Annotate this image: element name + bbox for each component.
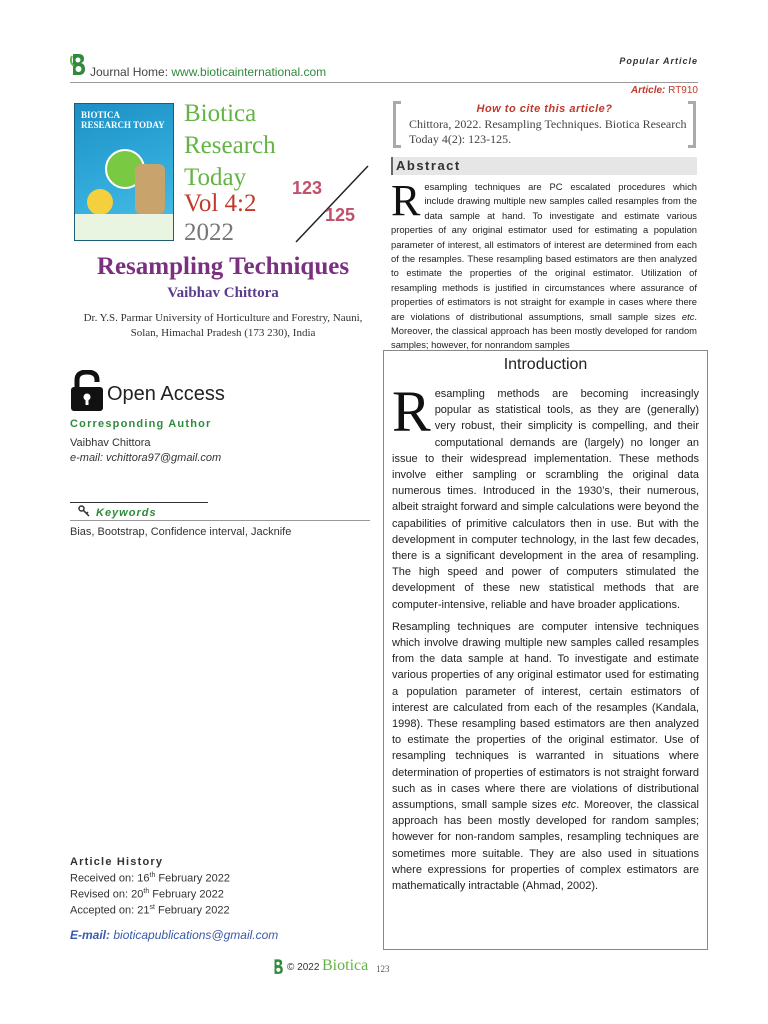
page-number: 123	[376, 964, 390, 974]
history-revised: Revised on: 20th February 2022	[70, 888, 224, 901]
biotica-logo-icon	[70, 52, 86, 78]
journal-name-line: Biotica	[184, 100, 257, 127]
keywords-label: Keywords	[96, 507, 157, 519]
history-accepted: Accepted on: 21st February 2022	[70, 904, 230, 917]
abstract-text: esampling techniques are PC escalated procedures which include drawing multiple new samples called resamples from the data sample at hand. To investigate and estimate various properties of any original estimator used for estimating a population parameter of interest, all estimators of interest are determined from each of the resamples. These resampling based estimators are then analyzed to estimate the properties of the original estimator. Utilization of resampling methods is justified in circumstances where assurance of properties of estimators is not straight for example in cases where there are violations of distributional assumptions, small sample sizes	[391, 181, 697, 322]
cover-decoration	[135, 164, 165, 214]
cover-strip	[75, 214, 174, 241]
paragraph-text: Resampling techniques are computer intensive techniques which involve drawing multiple new samples called resamples from the data sample at hand. To investigate and estimate various properties of any original estimator used for estimating a population parameter of interest, certain estimators of interest are calculated from each of the resamples (Kandala, 1998). These resampling based estimators are then analyzed to estimate the properties of the original estimator. Use of resampling techniques is warranted in situations where determination of properties of estimators is not straight forward such as in cases where there are violations of distributional assumptions, small sample sizes	[392, 620, 699, 812]
journal-cover-image	[74, 103, 174, 241]
corresponding-author-name: Vaibhav Chittora	[70, 437, 151, 449]
paragraph-text-etc: etc	[561, 799, 577, 812]
biotica-logo-icon	[272, 958, 284, 976]
page-range-end: 125	[325, 205, 356, 225]
corresponding-author-email[interactable]: e-mail: vchittora97@gmail.com	[70, 452, 222, 464]
journal-volume: Vol 4:2	[184, 190, 257, 217]
abstract-text-etc: etc	[681, 310, 695, 322]
keywords-rule-top	[70, 502, 208, 503]
journal-home-line	[90, 65, 326, 79]
footer-brand: Biotica	[322, 957, 369, 974]
history-received: Received on: 16th February 2022	[70, 872, 230, 885]
publisher-email-link[interactable]: bioticapublications@gmail.com	[113, 928, 279, 942]
citation-heading: How to cite this article?	[476, 103, 613, 115]
citation-text: Chittora, 2022. Resampling Techniques. Biotica Research Today 4(2): 123-125.	[409, 117, 687, 146]
journal-home-link[interactable]: www.bioticainternational.com	[171, 65, 327, 79]
cover-decoration	[87, 189, 113, 215]
key-icon	[78, 505, 90, 517]
paragraph	[392, 619, 699, 894]
paragraph	[392, 379, 699, 613]
paper-title: Resampling Techniques	[96, 253, 350, 280]
journal-year: 2022	[184, 219, 234, 246]
abstract-drop-cap: R	[391, 176, 421, 225]
publisher-email-label: E-mail:	[70, 928, 111, 942]
article-id	[631, 85, 698, 96]
corresponding-author-label: Corresponding Author	[70, 418, 212, 430]
open-access-label: Open Access	[107, 383, 225, 405]
author-name: Vaibhav Chittora	[167, 285, 279, 301]
article-id-label: Article:	[630, 85, 666, 96]
paragraph-text: esampling methods are becoming increasingly popular as statistical tools, as they are (generally) very robust, their simplicity is compelling, and their computational demands are (largely) no longer an issue to their widespread implementation. These methods involve either sampling or scrambling the original data numerous times. Introduced in the 1930’s, their numerous, albeit straight forward and simple calculations were beyond the capabilities of primitive calculators then in use. But with the development in computer technology, in the last few decades, there is a significant development in the area of resampling. The high speed and power of computers stimulated the development of these new statistical methods that are computer-intensive, reliable and have broader applications.	[392, 388, 699, 611]
keywords-list: Bias, Bootstrap, Confidence interval, Jacknife	[70, 526, 292, 538]
article-type: Popular Article	[619, 56, 698, 66]
abstract-heading: Abstract	[396, 158, 461, 173]
introduction-drop-cap: R	[392, 379, 431, 444]
publisher-email	[70, 928, 278, 942]
journal-name-line: Today	[184, 164, 247, 191]
footer-copyright: © 2022	[287, 962, 320, 973]
page-range-start: 123	[292, 178, 323, 198]
author-affiliation: Dr. Y.S. Parmar University of Horticulture and Forestry, Nauni, Solan, Himachal Pradesh (173 230), India	[83, 312, 363, 339]
article-history-label: Article History	[70, 856, 164, 868]
abstract-text: . Moreover, the classical approach has been mostly developed for random samples; however, for nonrandom samples	[391, 310, 697, 351]
citation-box	[393, 101, 696, 148]
keywords-rule-bottom	[70, 520, 370, 521]
cover-title: BIOTICA RESEARCH TODAY	[81, 110, 165, 130]
journal-home-label: Journal Home:	[90, 65, 169, 79]
article-id-value: RT910	[668, 85, 698, 96]
introduction-heading: Introduction	[503, 356, 588, 373]
header-rule	[70, 82, 698, 83]
paragraph-text: . Moreover, the classical approach has been mostly developed for random samples; however for non-random samples, resampling techniques are sometimes more suitable. They are also used in situations where expressions for properties of complex estimators are mathematically intractable (Ahmad, 2002).	[392, 799, 699, 893]
introduction-body	[392, 379, 699, 900]
journal-name	[184, 98, 276, 194]
abstract-body	[391, 176, 697, 353]
journal-name-line: Research	[184, 132, 276, 159]
open-lock-icon	[70, 370, 104, 412]
